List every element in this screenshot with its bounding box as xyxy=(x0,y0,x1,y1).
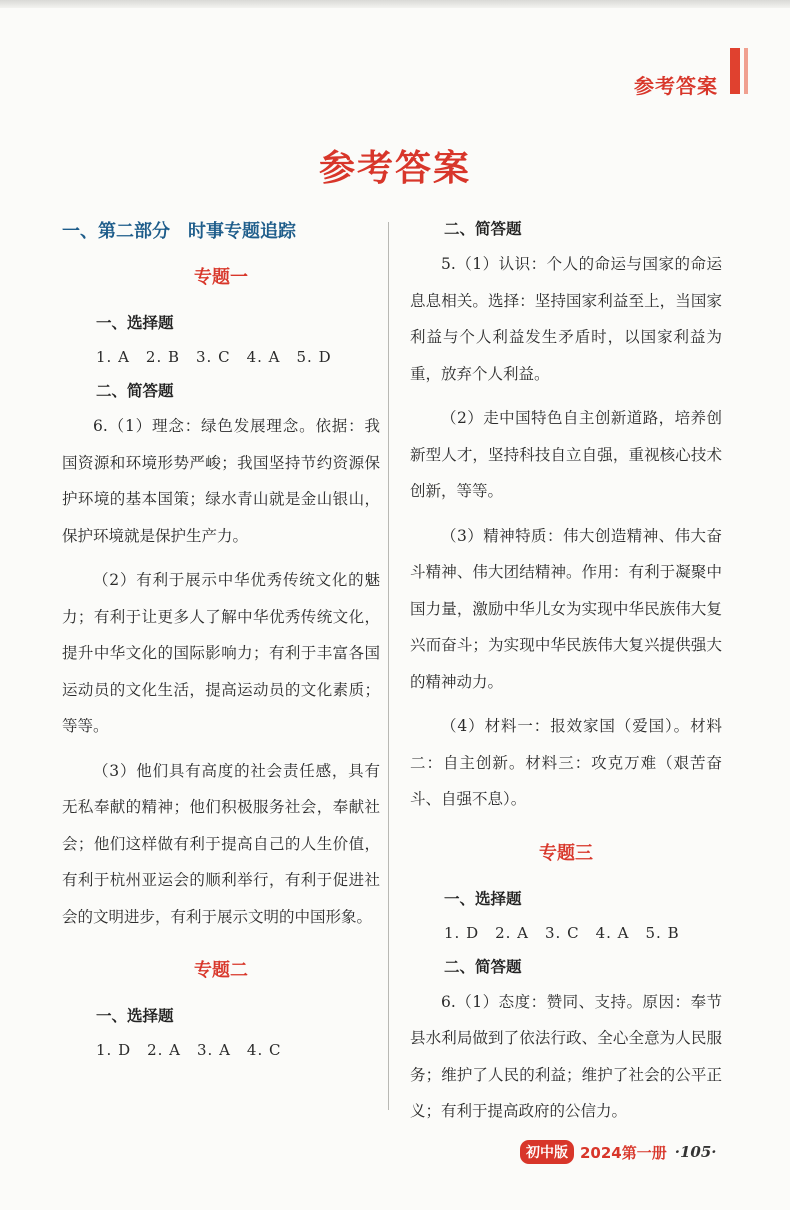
header-accent-bar xyxy=(730,48,740,94)
section-short-answer-heading: 二、简答题 xyxy=(444,957,522,976)
answer-paragraph: （3）精神特质：伟大创造精神、伟大奋斗精神、伟大团结精神。作用：有利于凝聚中国力量，激励中华儿女为实现中华民族伟大复兴而奋斗；为实现中华民族伟大复兴提供强大的精神动力。 xyxy=(410,526,722,691)
part-title: 一、第二部分 时事专题追踪 xyxy=(62,221,296,242)
edition-label: 2024第一册 xyxy=(580,1143,667,1162)
answer-paragraph: （3）他们具有高度的社会责任感，具有无私奉献的精神；他们积极服务社会，奉献社会；他们这样做有利于提高自己的人生价值，有利于杭州亚运会的顺利举行，有利于促进社会的文明进步，有利于展示文明的中国形象。 xyxy=(62,761,380,926)
right-column xyxy=(410,212,722,1130)
answer-paragraph: （2）有利于展示中华优秀传统文化的魅力；有利于让更多人了解中华优秀传统文化，提升中华文化的国际影响力；有利于丰富各国运动员的文化生活，提高运动员的文化素质；等等。 xyxy=(62,571,380,735)
column-divider xyxy=(388,222,389,1110)
choice-answers: 1. D 2. A 3. A 4. C xyxy=(96,1041,282,1059)
page-footer xyxy=(520,1140,717,1164)
page-number: ·105· xyxy=(674,1143,717,1161)
topic-title-3: 专题三 xyxy=(539,842,593,864)
choice-answers: 1. D 2. A 3. C 4. A 5. B xyxy=(444,923,680,942)
section-short-answer-heading: 二、简答题 xyxy=(444,220,522,238)
choice-answers: 1. A 2. B 3. C 4. A 5. D xyxy=(96,348,332,366)
answer-paragraph: （2）走中国特色自主创新道路，培养创新型人才，坚持科技自立自强，重视核心技术创新，等等。 xyxy=(410,409,722,500)
section-choice-heading: 一、选择题 xyxy=(96,1007,174,1025)
topic-title-1: 专题一 xyxy=(194,267,248,288)
answer-paragraph: 5.（1）认识：个人的命运与国家的命运息息相关。选择：坚持国家利益至上，当国家利益与个人利益发生矛盾时，以国家利益为重，放弃个人利益。 xyxy=(410,255,722,383)
left-column xyxy=(62,212,380,1067)
answer-paragraph: （4）材料一：报效家国（爱国）。材料二：自主创新。材料三：攻克万难（艰苦奋斗、自强不息）。 xyxy=(410,717,722,808)
section-choice-heading: 一、选择题 xyxy=(444,889,522,908)
top-edge xyxy=(0,0,790,8)
section-choice-heading: 一、选择题 xyxy=(96,314,174,332)
answer-paragraph: 6.（1）理念：绿色发展理念。依据：我国资源和环境形势严峻；我国坚持节约资源保护环境的基本国策；绿水青山就是金山银山，保护环境就是保护生产力。 xyxy=(62,417,380,545)
header-tag: 参考答案 xyxy=(634,74,718,98)
edition-badge: 初中版 xyxy=(520,1140,574,1164)
topic-title-2: 专题二 xyxy=(194,960,248,981)
answer-paragraph: 6.（1）态度：赞同、支持。原因：奉节县水利局做到了依法行政、全心全意为人民服务；维护了人民的利益；维护了社会的公平正义；有利于提高政府的公信力。 xyxy=(410,992,722,1120)
section-short-answer-heading: 二、简答题 xyxy=(96,382,174,400)
header-accent-bar-light xyxy=(744,48,748,94)
page-title: 参考答案 xyxy=(318,148,471,189)
